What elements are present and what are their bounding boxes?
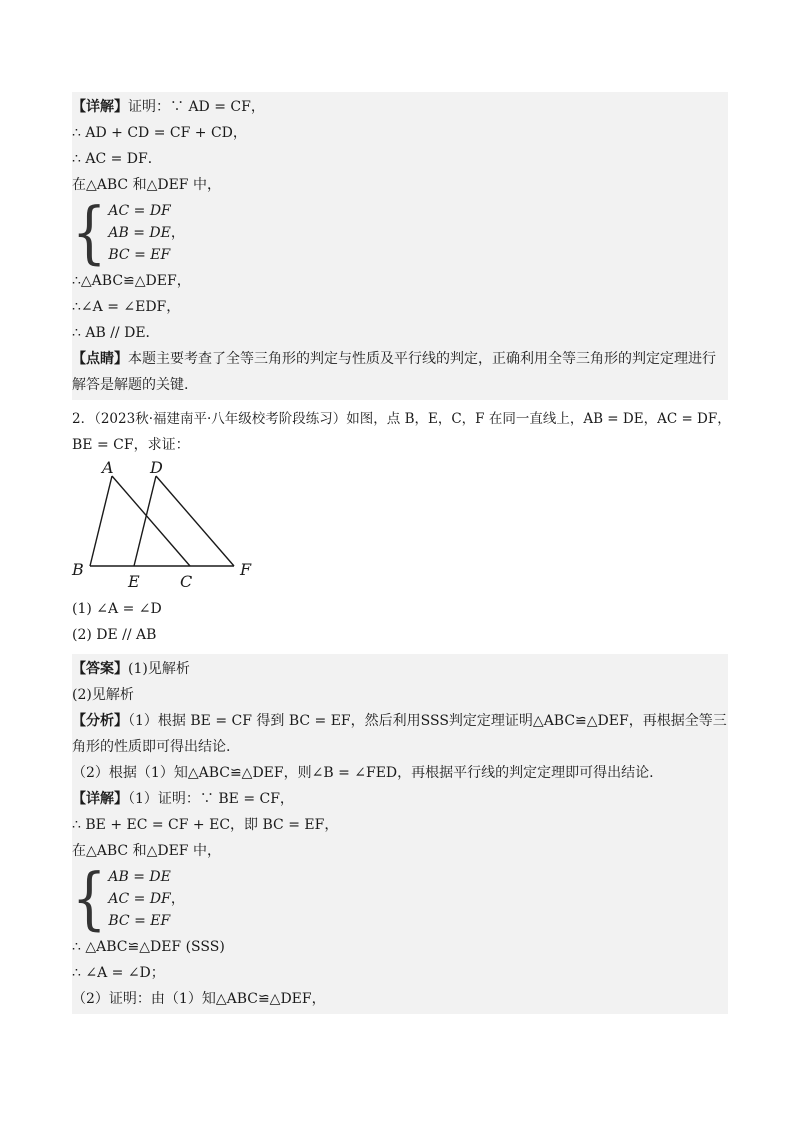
detail-line: ∴∠A = ∠EDF，: [72, 299, 181, 315]
point-label-d: D: [150, 458, 163, 477]
equation-system: [72, 859, 728, 938]
question-text: 2．（2023秋·福建南平·八年级校考阶段练习）如图，点 B，E，C，F 在同一直线上，AB = DE，AC = DF，: [72, 411, 731, 427]
analysis-tag: 【分析】: [72, 713, 128, 729]
left-brace: {: [72, 859, 107, 938]
solution-block-1: [72, 92, 728, 400]
point-label-c: C: [180, 572, 193, 591]
page-content: [72, 92, 731, 1014]
detail-line: ∴△ABC≌△DEF，: [72, 273, 191, 289]
point-label-b: B: [72, 560, 84, 579]
question-2: [72, 406, 731, 648]
question-part-2: (2) DE // AB: [72, 627, 157, 643]
system-row: AC = DF: [108, 891, 171, 907]
analysis-text: （1）根据 BE = CF 得到 BC = EF，然后利用SSS判定定理证明△ABC≌△DEF，再根据全等三: [128, 713, 727, 729]
detail-line: 在△ABC 和△DEF 中，: [72, 843, 221, 859]
point-label-a: A: [102, 458, 114, 477]
system-row: AB = DE: [108, 225, 171, 241]
detail-line: （2）证明：由（1）知△ABC≌△DEF，: [72, 991, 326, 1007]
triangle-figure: [72, 458, 292, 594]
system-row: BC = EF: [108, 247, 171, 263]
question-part-1: (1) ∠A = ∠D: [72, 601, 162, 617]
detail-line: ∴ AB // DE．: [72, 325, 160, 341]
detail-line: 证明：∵ AD = CF，: [128, 99, 265, 115]
solution-block-2: [72, 654, 728, 1014]
detail-tag: 【详解】: [72, 99, 128, 115]
comment-text: 本题主要考查了全等三角形的判定与性质及平行线的判定，正确利用全等三角形的判定定理进行: [128, 351, 716, 367]
system-suffix: ，: [170, 225, 185, 241]
detail-line: ∴ AD + CD = CF + CD，: [72, 125, 247, 141]
detail-line: 在△ABC 和△DEF 中，: [72, 177, 221, 193]
segment-ac: [112, 476, 190, 566]
system-row: BC = EF: [108, 913, 171, 929]
system-row: AB = DE: [108, 869, 171, 885]
left-brace: {: [72, 193, 107, 272]
segment-df: [156, 476, 234, 566]
point-label-f: F: [240, 560, 252, 579]
system-row: AC = DF: [108, 203, 171, 219]
equation-system: [72, 193, 728, 272]
detail-line: （1）证明：∵ BE = CF，: [128, 791, 294, 807]
answer-text: (1)见解析: [128, 661, 190, 677]
answer-text: (2)见解析: [72, 687, 134, 703]
detail-tag: 【详解】: [72, 791, 128, 807]
comment-text: 解答是解题的关键.: [72, 377, 189, 393]
conclusion-line: ∴ ∠A = ∠D；: [72, 965, 165, 981]
system-suffix: ，: [170, 891, 185, 907]
question-text: BE = CF，求证：: [72, 437, 190, 453]
analysis-text: 角形的性质即可得出结论.: [72, 739, 231, 755]
comment-tag: 【点睛】: [72, 351, 128, 367]
conclusion-line: ∴ △ABC≌△DEF (SSS): [72, 939, 225, 955]
detail-line: ∴ AC = DF．: [72, 151, 162, 167]
point-label-e: E: [128, 572, 140, 591]
segment-ed: [134, 476, 156, 566]
segment-ab: [90, 476, 112, 566]
analysis-text: （2）根据（1）知△ABC≌△DEF，则∠B = ∠FED，再根据平行线的判定定理即可得出结论.: [72, 765, 654, 781]
answer-tag: 【答案】: [72, 661, 128, 677]
detail-line: ∴ BE + EC = CF + EC，即 BC = EF，: [72, 817, 339, 833]
